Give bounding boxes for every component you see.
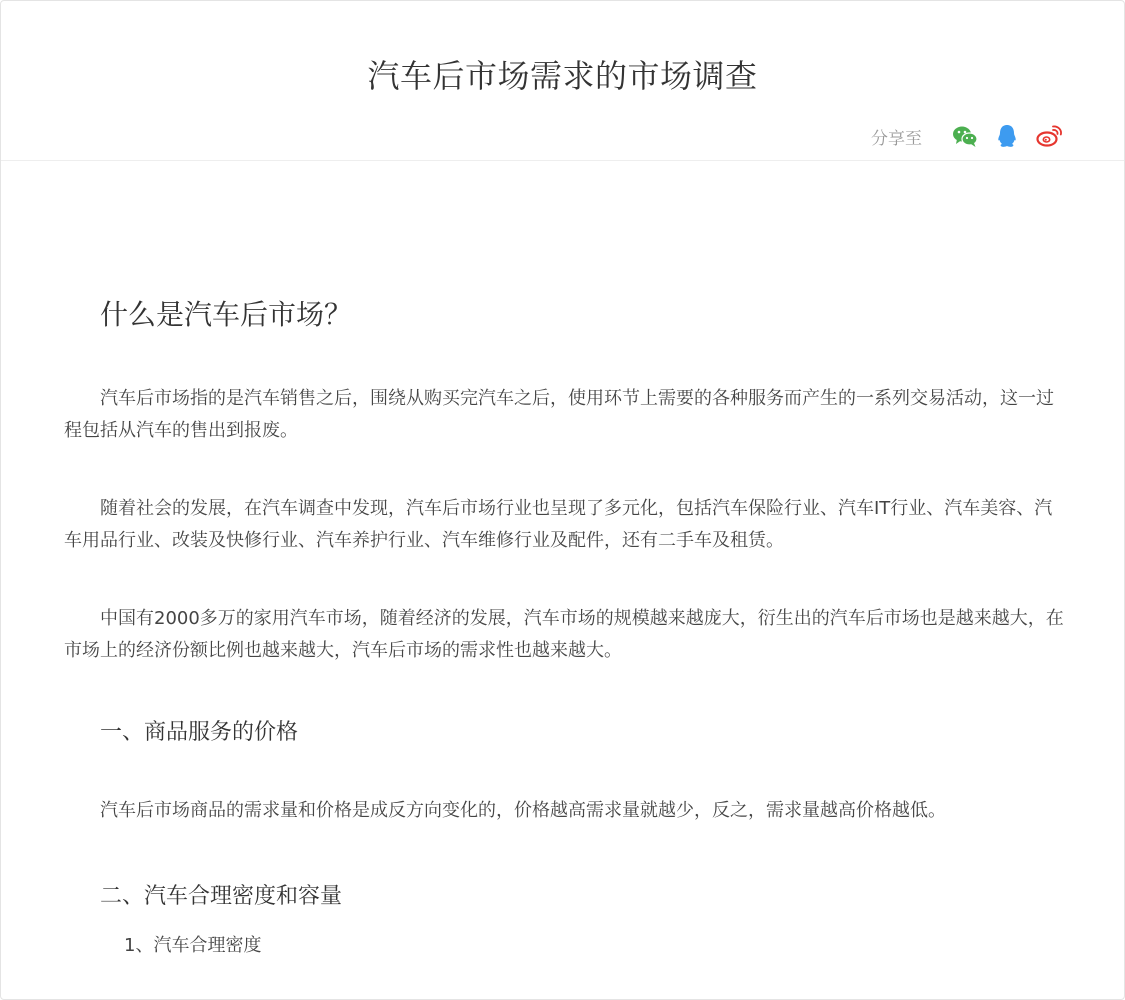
main-heading: 什么是汽车后市场？ [100, 298, 353, 331]
section-paragraph-price: 汽车后市场商品的需求量和价格是成反方向变化的，价格越高需求量就越少，反之，需求量越高价格越低。 [100, 800, 946, 821]
paragraph-2: 随着社会的发展，在汽车调查中发现，汽车后市场行业也呈现了多元化，包括汽车保险行业、汽车IT行业、汽车美容、汽车用品行业、改装及快修行业、汽车养护行业、汽车维修行业及配件，还有二手车及租赁。 [64, 498, 1053, 551]
section-heading-density: 二、汽车合理密度和容量 [100, 884, 343, 909]
wechat-icon[interactable] [952, 123, 978, 149]
qq-icon[interactable] [994, 123, 1020, 149]
list-item-density: 1、汽车合理密度 [124, 935, 262, 956]
share-bar [871, 123, 1062, 149]
weibo-icon[interactable] [1036, 123, 1062, 149]
paragraph-1: 汽车后市场指的是汽车销售之后，围绕从购买完汽车之后，使用环节上需要的各种服务而产生的一系列交易活动，这一过程包括从汽车的售出到报废。 [64, 388, 1054, 441]
section-heading-price: 一、商品服务的价格 [100, 720, 299, 745]
article-header [1, 1, 1124, 161]
article-title: 汽车后市场需求的市场调查 [367, 57, 758, 95]
share-label: 分享至 [871, 128, 922, 149]
paragraph-3: 中国有2000多万的家用汽车市场，随着经济的发展，汽车市场的规模越来越庞大，衍生出的汽车后市场也是越来越大，在市场上的经济份额比例也越来越大，汽车后市场的需求性也越来越大。 [64, 608, 1064, 661]
